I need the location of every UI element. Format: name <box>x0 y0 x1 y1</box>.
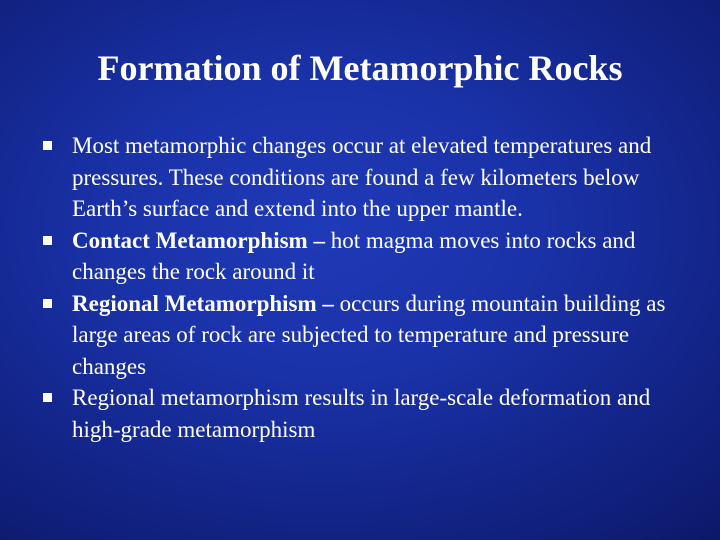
bullet-list <box>40 130 680 445</box>
bullet-item <box>40 130 680 225</box>
bullet-text: Regional metamorphism results in large-scale deformation and high-grade metamorphism <box>72 385 651 442</box>
bullet-text: hot magma moves into rocks and changes the rock around it <box>72 227 636 284</box>
bullet-term: Contact Metamorphism – <box>72 227 331 253</box>
square-bullet-icon <box>43 236 52 245</box>
bullet-term: Regional Metamorphism – <box>72 290 340 316</box>
slide-title: Formation of Metamorphic Rocks <box>97 48 623 88</box>
bullet-item <box>40 225 680 288</box>
bullet-item <box>40 288 680 383</box>
square-bullet-icon <box>43 141 52 150</box>
bullet-item <box>40 382 680 445</box>
bullet-text: Most metamorphic changes occur at elevated temperatures and pressures. These conditions are found a few kilometers below Earth’s surface and extend into the upper mantle. <box>72 133 652 221</box>
square-bullet-icon <box>43 393 52 402</box>
square-bullet-icon <box>43 299 52 308</box>
bullet-text: occurs during mountain building as large areas of rock are subjected to temperature and pressure changes <box>72 290 666 379</box>
